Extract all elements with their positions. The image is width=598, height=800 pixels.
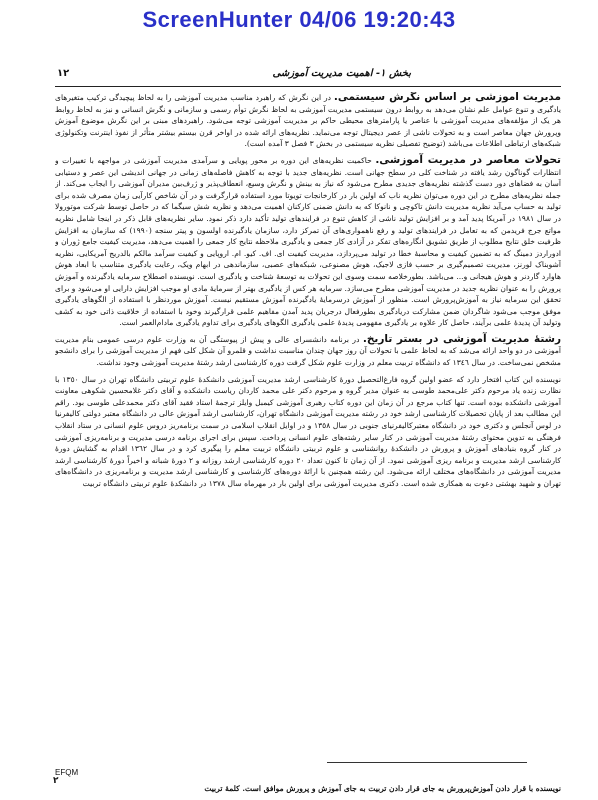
section-heading: مدیریت آموزشی بر اساس نگرش سیستمی. <box>333 92 561 103</box>
footnote-number: ٢ <box>53 776 59 786</box>
footnote-rule <box>327 762 527 763</box>
document-body <box>55 92 561 782</box>
section-heading: تحولات معاصر در مدیریت آموزشی. <box>375 153 561 166</box>
section-text: در این نگرش که راهبرد مناسب مدیریت آموزشی را به لحاظ پیچیدگی ترکیب متغیرهای یادگیری و تنوع عوامل علم نشان می‌دهد به روابط درون سیستمی مدیریت آموزشی به لحاظ نگرش توأم رسمی و سازمانی و نگرش انسانی و نیز به لحاظ روابط هر یک از مؤلفه‌های مدیریت آموزشی با عناصر یا پارامترهای محیطی حاکم بر مدیریت آموزشی توجه می‌شود. راهبردهای مبنی بر این نگرش موضوع آموزش وپرورش جهان معاصر است و به تحولات ناشی از عصر دیجیتال توجه می‌نماید. نظریه‌های ارائه شده در اواخر قرن بیستم بیشتر متأثر از نفوذ اینترنت وتکنولوژی شبکه‌های ارتباطی اطلاعات می‌باشد (توضیح تفصیلی نظریه سیستمی در بخش ٣ فصل ٣ آمده است). <box>55 93 561 149</box>
running-title: بخش ١- اهمیت مدیریت آموزشی <box>272 68 411 79</box>
footnote-marker: EFQM <box>55 768 79 777</box>
page-header <box>55 68 561 84</box>
document-page <box>55 60 561 800</box>
section-text: در برنامه دانشسرای عالی و پیش از پیوستگی آن به وزارت علوم درسی عمومی بنام مدیریت آموزشی در دو واحد ارائه می‌شد که به لحاظ علمی با تحولات آن روز جهان چندان مناسبت نداشت و قلمرو آن شکل کلی فهم از مدیریت آموزشی را برای دانشجو مشخص نمی‌ساخت. در سال ١٣٤٦ که دانشگاه تربیت معلم در وزارت علوم شکل گرفت دوره کارشناسی ارشد رشتهٔ مدیریت آموزشی وجود نداشت. <box>55 334 561 368</box>
section-contemporary <box>55 155 561 329</box>
section-history <box>55 334 561 369</box>
header-rule <box>55 86 561 87</box>
screenhunter-banner <box>0 0 598 40</box>
banner-text: ScreenHunter 04/06 19:20:43 <box>142 7 456 32</box>
footnote-text: نویسنده با قرار دادن آموزش‌پرورش به جای قرار دادن تربیت به جای آموزش و پرورش موافق است. کلمهٔ تربیت <box>204 784 561 793</box>
page-number: ١٢ <box>57 68 70 79</box>
section-systems <box>55 92 561 150</box>
section-author <box>55 374 561 490</box>
section-text: نویسنده این کتاب افتخار دارد که عضو اولین گروه فارغ‌التحصیل دورهٔ کارشناسی ارشد مدیریت آموزشی دانشکدهٔ علوم تربیتی دانشگاه تهران در سال ١٣٥٠ با نظارت زنده یاد مرحوم دکتر علی‌محمد طوسی به عنوان مدیر گروه و مرحوم دکتر علی محمد کاردان ریاست دانشکده و آقای دکتر غلامحسین شکوهی معاونت آموزشی دانشکده بوده است. تنها کتاب مرجع در آن زمان این دوره کتاب رهبری آموزشی کیمبل وایلز ترجمهٔ استاد فقید آقای دکتر محمدعلی طوسی بود. راقم این مطالب بعد از پایان تحصیلات کارشناسی ارشد خود در رشته مدیریت آموزشی دانشگاه تهران، کارشناسی ارشد آموزش عالی در دانشگاه معتبر دولتی کالیفرنیا در لوس آنجلس و دکتری خود در دانشگاه معتبرکالیفرنیای جنوبی در سال ١٣٥٨ و در اوایل انقلاب اسلامی در سمت برنامه‌ریز دروس علوم انسانی در ستاد انقلاب فرهنگی به تدوین محتوای رشتهٔ مدیریت آموزشی در کنار سایر رشته‌های علوم انسانی پرداخت. سپس برای اجرای برنامه درسی مدیریت و برنامه‌ریزی آموزشی در کنار گروه بنیادهای آموزش و پرورش در دانشکدهٔ روانشناسی و علوم تربیتی دانشگاه تربیت معلم را پیگیری کرد و در سال ١٣٦٢ اقدام به گشایش دورهٔ کارشناسی ارشد مدیریت و برنامه ریزی آموزشی نمود. از آن زمان تا کنون تعداد ٢٠ دوره کارشناسی ارشد روزانه و ٢ دورهٔ شبانه و اخیراً دورهٔ کارشناسی ارشد مدیریت آموزشی در دانشگاه‌های مختلف ارائه می‌شود. این رشته همچنین با ارائهٔ دوره‌های کارشناسی و کارشناسی ارشد مدیریت و برنامه‌ریزی در دانشگاه‌های تهران و شهید بهشتی دعوت به همکاری شده است. دکتری مدیریت آموزشی برای اولین بار در مهرماه سال ١٣٧٨ در دانشکدهٔ علوم تربیتی دانشگاه تربیت <box>55 374 561 488</box>
section-heading: رشتهٔ مدیریت آموزشی در بستر تاریخ. <box>362 332 561 345</box>
section-text: حاکمیت نظریه‌های این دوره بر محور پویایی و سرآمدی مدیریت آموزشی در مواجهه با تغییرات و انتظارات گوناگون رشد یافته در شناخت کلی در سطح جهانی است. نظریه‌های جدید با توجه به کاهش فاصله‌های زمانی در جهانی اندیشی این عصر و دستیابی آسان به فضاهای دور دست گذشته نظریه‌های جدیدی مطرح می‌شود که نیاز به بینش و نگرش وسیع، انعطاف‌پذیر و ژرف‌بین مدیران آموزشی را ایجاب می‌کند. از جمله نظریه‌های مطرح در این دوره می‌توان نظریه ناب که اولین بار در کارخانجات تویوتا مورد استفاده قرارگرفت و در آن شاخص کارآیی زمان مصرف شده برای تولید به حساب می‌آید نظریه مدیریت دانش تاکوچی و نانوکا که به دانش ضمنی کارکنان اهمیت می‌دهد و نظریه شش سیگما که در حاصل توسط شرکت موتورولا در سال ١٩٨١ در آمریکا پدید آمد و بر افزایش تولید ناشی از کاهش تنوع در فرایندهای تولید تأکید دارد ذکر نمود. سایر نظریه‌های قابل ذکر در اینجا شامل نظریه مواتع جرج فریدمن که به تعامل در فرایندهای تولید و رفع ناهمواری‌های آن تمرکز دارد، سازمان یادگیرنده اولسون و پیتر سنجه (١٩٩٠) که سازمان به افزایش ظرفیت خلق نتایج مطلوب از طریق تشویق انگاره‌های تفکر در آزادی کار جمعی و یادگیری ملاحظه نتایج کار جمعی را اهمیت می‌دهد، مدیریت کیفیت جامع ژوران و ادوراردز دمینگ که به تضمین کیفیت و محاسبهٔ خطا در تولید می‌پردازد، مدیریت کیفیت ای. اف. کیو. ام. اروپایی و کیفیت سرآمد مالکم بالدریج آمریکایی، نظریه آشوبناک لورنز، مدیریت تصمیم‌گیری بر حسب فازی لاجیک، هوش مصنوعی، شبکه‌های عصبی، سازماندهی در ابهام ویک، رعایت یادگیری متناسب با ابعاد هوش هاوارد گاردنر و هوش هیجانی و... می‌باشد. بطورخلاصه سمت وسوی این تحولات به توسعهٔ شناخت و یادگیری است. نویسنده اصطلاح سرمایه یادگیرنده و آموزش پرورش را به عنوان نظریه جدید در مدیریت آموزشی مطرح می‌سازد. سرمایه هر کس از یادگیری بهتر از سرمایهٔ مادی او موجب افزایش دارایی او می‌شود و برای تحقق این سرمایه نیاز به آموزش‌پرورش است. منظور از آموزش درسرمایهٔ یادگیرنده آموزش مستقیم نیست. آموزش موردنظر با استفاده از الگوهای یادگیری موفق موجب می‌شود شاگردان ضمن مشارکت دریادگیری بطورفعال درجریان پدید آمدن مفاهیم علمی قرارگیرند وخود با استفاده از خلاقیت ذاتی خود به کشف وتولید آن پدیدهٔ علمی برآیند، حاصل کار علاوه بر یادگیری مفهومی پدیدهٔ علمی یادگیری الگوهای یادگیری برای تداوم یادگیری مادام‌العمر است. <box>55 155 561 328</box>
